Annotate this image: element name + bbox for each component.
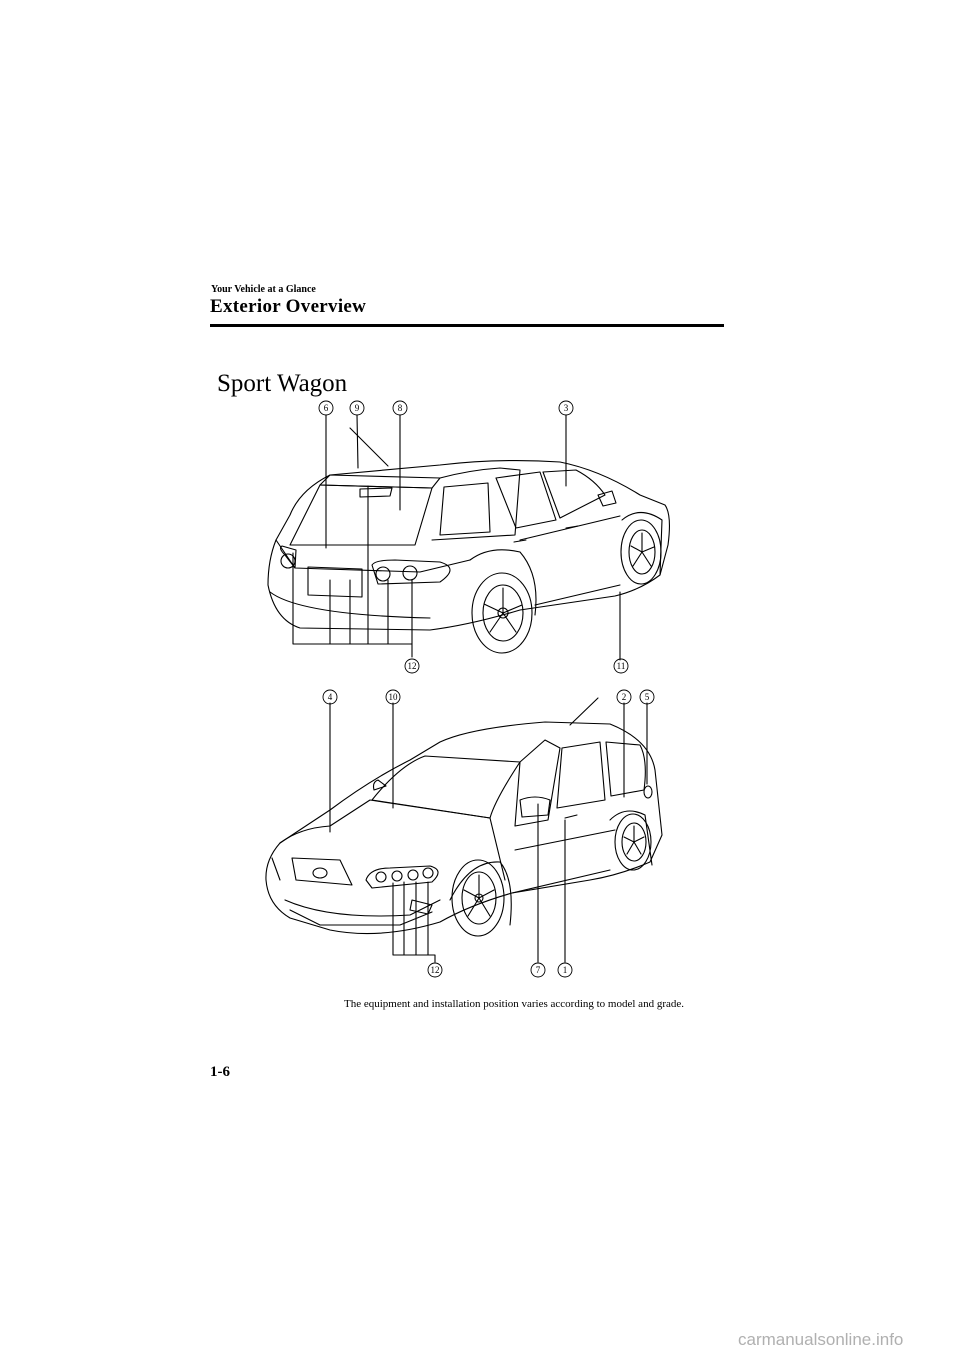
figure-subtitle: Sport Wagon: [217, 370, 348, 397]
rear-callout-8: [393, 401, 407, 415]
section-label: Your Vehicle at a Glance: [211, 284, 316, 295]
svg-text:5: 5: [644, 692, 650, 702]
page-title: Exterior Overview: [210, 296, 367, 317]
svg-text:10: 10: [388, 692, 398, 702]
svg-text:9: 9: [354, 403, 360, 413]
front-callout-2: [617, 690, 631, 704]
front-callout-12: [428, 963, 442, 977]
svg-text:12: 12: [430, 965, 440, 975]
svg-text:2: 2: [621, 692, 627, 702]
front-view-car: [266, 698, 662, 962]
rear-view-car: [268, 415, 669, 660]
page-number: 1-6: [210, 1064, 230, 1080]
front-callout-5: [640, 690, 654, 704]
watermark: carmanualsonline.info: [738, 1330, 904, 1349]
rear-callout-12: [405, 659, 419, 673]
rear-callout-6: [319, 401, 333, 415]
rear-callout-11: [614, 659, 628, 673]
rear-callout-3: [559, 401, 573, 415]
front-callout-1: [558, 963, 572, 977]
front-callout-4: [323, 690, 337, 704]
svg-text:7: 7: [535, 965, 541, 975]
svg-text:11: 11: [616, 661, 626, 671]
svg-text:3: 3: [563, 403, 569, 413]
svg-text:12: 12: [407, 661, 417, 671]
svg-text:6: 6: [323, 403, 329, 413]
svg-text:4: 4: [327, 692, 333, 702]
rear-callout-9: [350, 401, 364, 415]
svg-text:1: 1: [562, 965, 568, 975]
figure-caption: The equipment and installation position varies according to model and grade.: [344, 998, 684, 1010]
front-callout-10: [386, 690, 400, 704]
svg-text:8: 8: [397, 403, 403, 413]
front-callout-7: [531, 963, 545, 977]
